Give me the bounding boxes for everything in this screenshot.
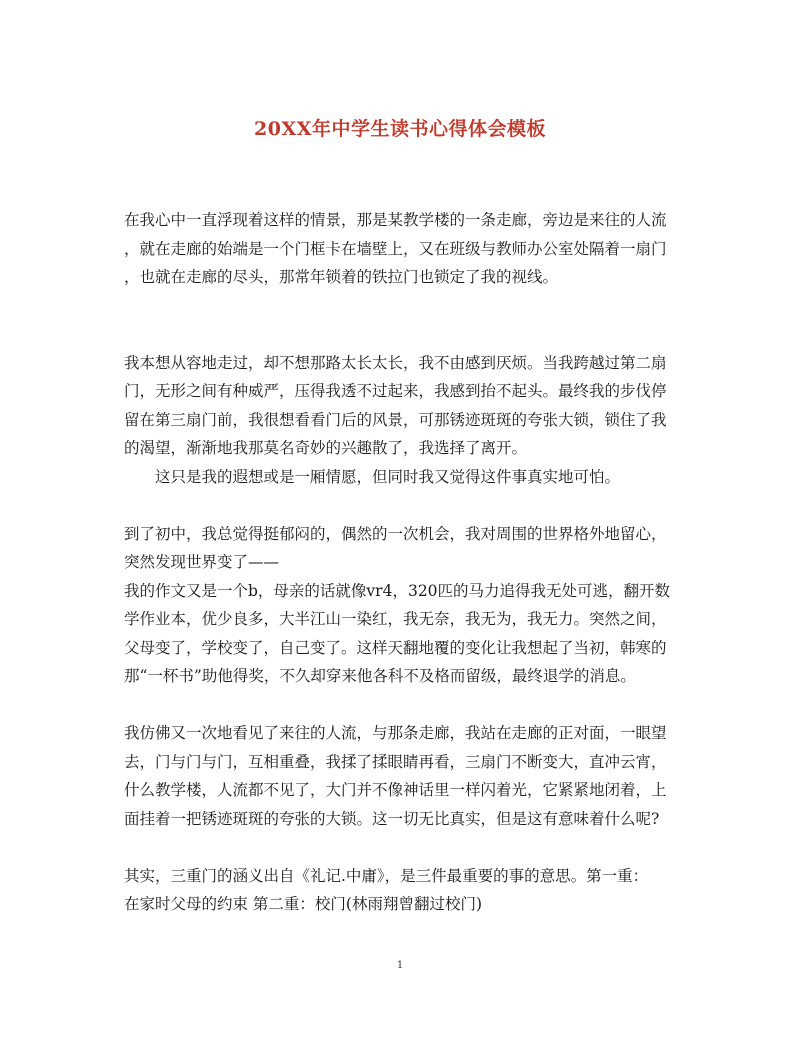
document-body <box>124 206 676 919</box>
paragraph-3-line-3: 我的作文又是一个b，母亲的话就像vr4，320匹的马力追得我无处可逃，翻开数 <box>124 581 671 600</box>
paragraph-2-line-1: 我本想从容地走过，却不想那路太长太长，我不由感到厌烦。当我跨越过第二扇 <box>124 353 667 372</box>
paragraph-gap <box>124 833 676 862</box>
paragraph-2-line-4: 的渴望，渐渐地我那莫名奇妙的兴趣散了，我选择了离开。 <box>124 439 528 457</box>
page-number: 1 <box>396 960 404 971</box>
paragraph-5-line-1: 其实，三重门的涵义出自《礼记.中庸》，是三件最重要的事的意思。第一重： <box>124 866 649 885</box>
paragraph-4-line-3: 什么教学楼，人流都不见了，大门并不像神话里一样闪着光，它紧紧地闭着，上 <box>124 781 667 799</box>
paragraph-1-line-3: ，也就在走廊的尽头，那常年锁着的铁拉门也锁定了我的视线。 <box>124 268 559 286</box>
paragraph-4-line-4: 面挂着一把锈迹斑斑的夸张的大锁。这一切无比真实，但是这有意味着什么呢? <box>124 809 660 828</box>
paragraph-3-line-1: 到了初中，我总觉得挺郁闷的，偶然的一次机会，我对周围的世界格外地留心， <box>124 524 667 543</box>
paragraph-2-line-2: 门，无形之间有种威严，压得我透不过起来，我感到抬不起头。最终我的步伐停 <box>124 382 667 400</box>
paragraph-gap <box>124 491 676 520</box>
paragraph-gap <box>124 292 676 321</box>
paragraph-2-line-3: 留在第三扇门前，我很想看看门后的风景，可那锈迹斑斑的夸张大锁，锁住了我 <box>124 410 667 429</box>
paragraph-gap <box>124 691 676 720</box>
paragraph-3-line-5: 父母变了，学校变了，自己变了。这样天翻地覆的变化让我想起了当初，韩寒的 <box>124 638 667 657</box>
paragraph-1-line-1: 在我心中一直浮现着这样的情景，那是某教学楼的一条走廊，旁边是来往的人流 <box>124 211 667 229</box>
paragraph-3-line-4: 学作业本，优少良多，大半江山一染红，我无奈，我无为，我无力。突然之间， <box>124 610 667 628</box>
paragraph-3-line-2: 突然发现世界变了—— <box>124 553 280 571</box>
paragraph-5-line-2: 在家时父母的约束 第二重：校门(林雨翔曾翻过校门) <box>124 895 483 913</box>
paragraph-1-line-2: ，就在走廊的始端是一个门框卡在墙壁上，又在班级与教师办公室处隔着一扇门 <box>124 239 667 258</box>
paragraph-4-line-2: 去，门与门与门，互相重叠，我揉了揉眼睛再看，三扇门不断变大，直冲云宵， <box>124 752 667 771</box>
paragraph-4-line-1: 我仿佛又一次地看见了来往的人流，与那条走廊，我站在走廊的正对面，一眼望 <box>124 724 667 742</box>
document-title: 20XX年中学生读书心得体会模板 <box>254 118 546 140</box>
paragraph-3-line-6: 那“一杯书”助他得奖，不久却穿来他各科不及格而留级，最终退学的消息。 <box>124 667 636 685</box>
paragraph-gap <box>124 320 676 349</box>
paragraph-2-line-5: 这只是我的遐想或是一厢情愿，但同时我又觉得这件事真实地可怕。 <box>155 467 621 486</box>
